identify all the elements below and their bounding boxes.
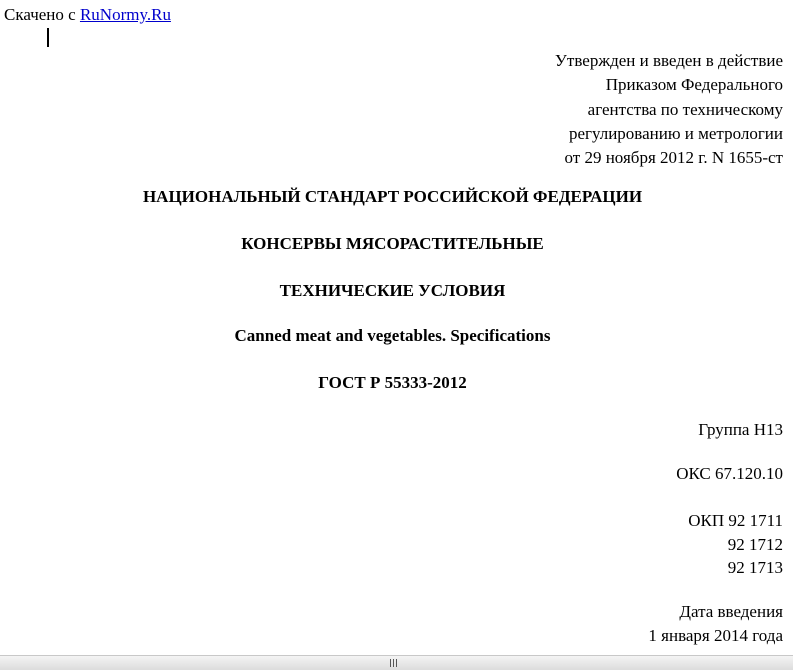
- source-link[interactable]: RuNormy.Ru: [79, 5, 171, 24]
- text-cursor: [47, 28, 49, 47]
- okp-code: 92 1713: [727, 558, 783, 577]
- approval-line: агентства по техническому: [587, 99, 783, 119]
- intro-date-block: [648, 600, 783, 647]
- english-title: Canned meat and vegetables. Specifications: [234, 326, 551, 345]
- downloaded-prefix: Скачено с: [4, 5, 76, 24]
- approval-line: регулированию и метрологии: [568, 123, 783, 143]
- intro-date: 1 января 2014 года: [648, 625, 783, 645]
- national-standard-title: НАЦИОНАЛЬНЫЙ СТАНДАРТ РОССИЙСКОЙ ФЕДЕРАЦИИ: [142, 187, 643, 206]
- download-source: [4, 5, 171, 25]
- group-code: Группа Н13: [698, 420, 783, 439]
- approval-line: Утвержден и введен в действие: [554, 51, 783, 70]
- okp-codes: [688, 509, 783, 580]
- horizontal-scrollbar[interactable]: [0, 655, 793, 670]
- oks-code: ОКС 67.120.10: [676, 464, 783, 483]
- intro-label: Дата введения: [679, 602, 783, 621]
- okp-code: 92 1712: [727, 534, 783, 554]
- grip-lines-icon[interactable]: [388, 659, 402, 668]
- spec-title: ТЕХНИЧЕСКИЕ УСЛОВИЯ: [279, 281, 506, 300]
- approval-line: от 29 ноября 2012 г. N 1655-ст: [564, 148, 783, 168]
- approval-line: Приказом Федерального: [605, 75, 783, 95]
- okp-code: ОКП 92 1711: [688, 511, 783, 530]
- product-title: КОНСЕРВЫ МЯСОРАСТИТЕЛЬНЫЕ: [241, 234, 544, 253]
- gost-number: ГОСТ Р 55333-2012: [318, 373, 467, 392]
- approval-block: [555, 49, 783, 170]
